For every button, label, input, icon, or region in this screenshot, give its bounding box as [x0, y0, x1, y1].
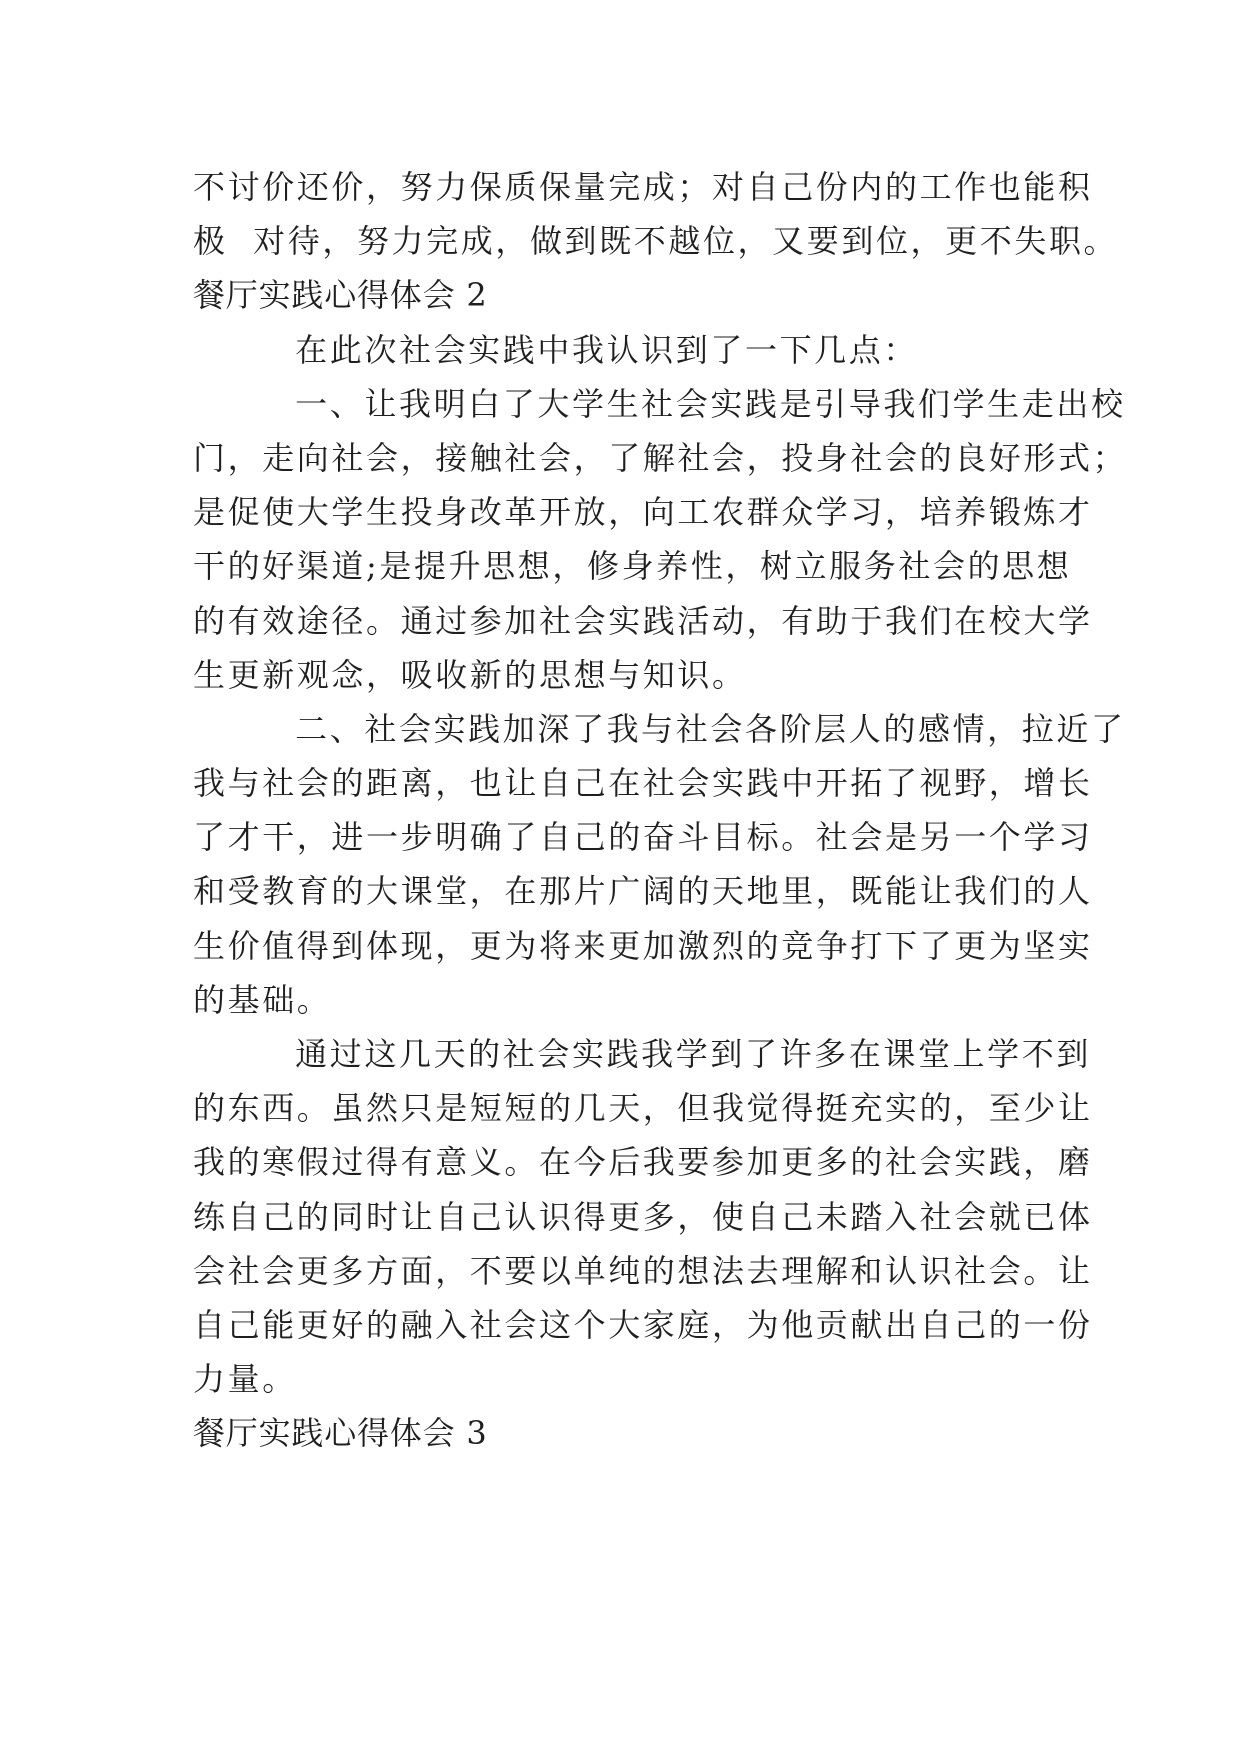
- text-line: 力量。: [193, 1360, 297, 1399]
- text-line: 生价值得到体现，更为将来更加激烈的竞争打下了更为坚实: [193, 926, 1093, 965]
- text-line: 自己能更好的融入社会这个大家庭，为他贡献出自己的一份: [193, 1305, 1093, 1344]
- document-body: [193, 160, 1128, 1461]
- text-line: 生更新观念，吸收新的思想与知识。: [193, 655, 747, 694]
- text-line: 干的好渠道;是提升思想，修身养性，树立服务社会的思想: [193, 547, 1072, 586]
- text-line: 我的寒假过得有意义。在今后我要参加更多的社会实践，磨: [193, 1143, 1093, 1182]
- text-line: 二、社会实践加深了我与社会各阶层人的感情，拉近了: [193, 709, 1126, 748]
- text-line: 练自己的同时让自己认识得更多，使自己未踏入社会就已体: [193, 1197, 1093, 1236]
- section-heading: 餐厅实践心得体会 3: [193, 1414, 488, 1453]
- text-line: 不讨价还价，努力保质保量完成；对自己份内的工作也能积: [193, 168, 1093, 206]
- text-line: 门，走向社会，接触社会，了解社会，投身社会的良好形式；: [193, 438, 1128, 477]
- section-heading: 餐厅实践心得体会 2: [193, 276, 488, 315]
- text-line: 一、让我明白了大学生社会实践是引导我们学生走出校: [193, 384, 1126, 423]
- text-line: 我与社会的距离，也让自己在社会实践中开拓了视野，增长: [193, 764, 1093, 803]
- text-line: 会社会更多方面，不要以单纯的想法去理解和认识社会。让: [193, 1251, 1093, 1290]
- text-line: 的有效途径。通过参加社会实践活动，有助于我们在校大学: [193, 601, 1093, 640]
- text-line: 了才干，进一步明确了自己的奋斗目标。社会是另一个学习: [193, 818, 1093, 857]
- text-line: 极 对待，努力完成，做到既不越位，又要到位，更不失职。: [193, 222, 1119, 261]
- text-line: 是促使大学生投身改革开放，向工农群众学习，培养锻炼才: [193, 493, 1093, 532]
- text-line: 的东西。虽然只是短短的几天，但我觉得挺充实的，至少让: [193, 1089, 1093, 1128]
- text-line: 在此次社会实践中我认识到了一下几点：: [193, 330, 918, 369]
- text-line: 的基础。: [193, 980, 332, 1019]
- text-line: 通过这几天的社会实践我学到了许多在课堂上学不到: [193, 1035, 1091, 1073]
- text-line: 和受教育的大课堂，在那片广阔的天地里，既能让我们的人: [193, 872, 1093, 911]
